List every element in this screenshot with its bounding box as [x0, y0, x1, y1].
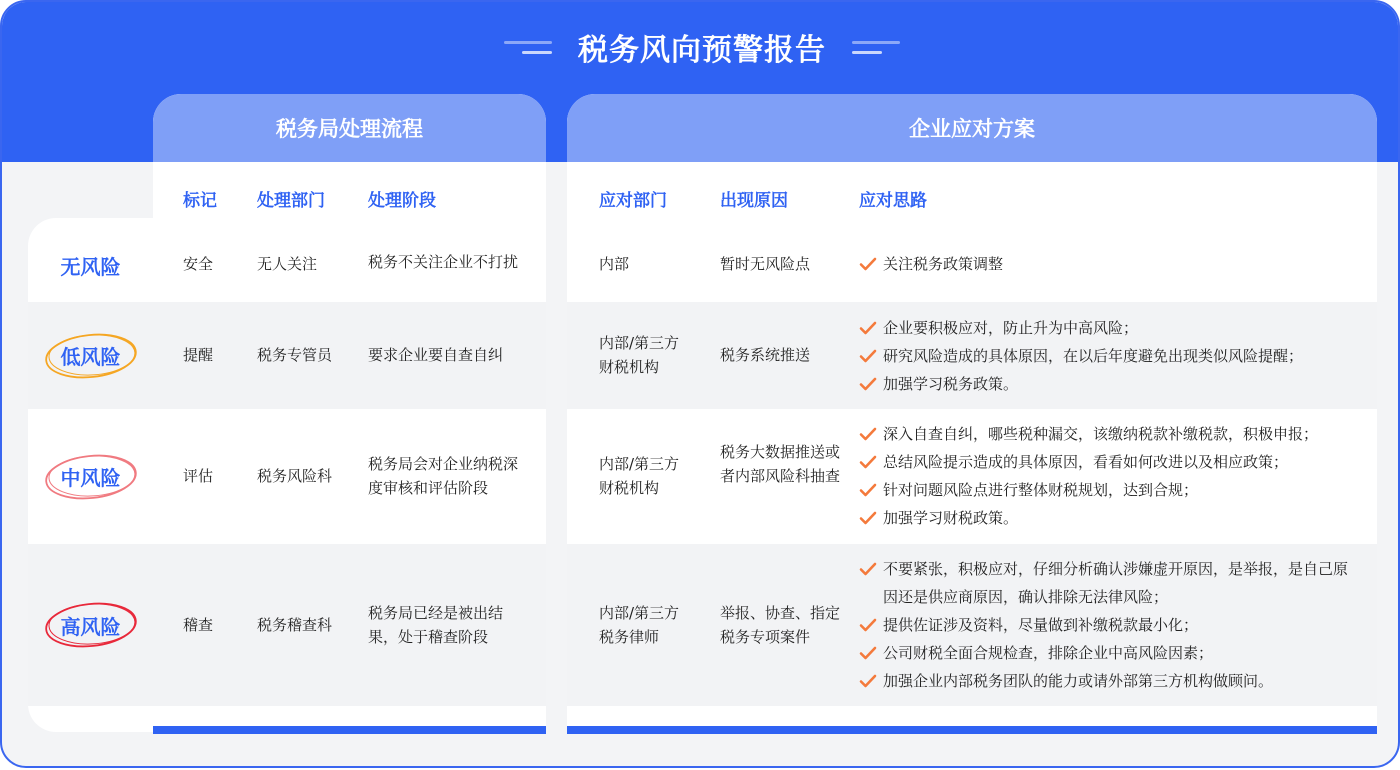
- checkmark-icon: [859, 555, 883, 583]
- cell-mark: 安全: [183, 255, 214, 273]
- checkmark-icon: [859, 448, 883, 476]
- report-header: [2, 24, 1400, 70]
- risk-label-mid: [28, 409, 153, 544]
- risk-label-low: [28, 302, 153, 409]
- table-row: [153, 302, 546, 409]
- col-header-mark: 标记: [183, 191, 217, 211]
- cell-stage: 税务局会对企业纳税深度审核和评估阶段: [368, 455, 519, 497]
- checkmark-icon: [859, 420, 883, 448]
- cell-dept: 税务风险科: [257, 467, 333, 485]
- plan-item-text: 不要紧张，积极应对，仔细分析确认涉嫌虚开原因，是举报，是自己原因还是供应商原因，确认排除无法律风险；: [883, 560, 1349, 606]
- risk-badge-low: [43, 328, 139, 384]
- plan-item: [859, 448, 1359, 476]
- cell-stage: 税务局已经是被出结果，处于稽查阶段: [368, 604, 504, 646]
- title-decoration-left: [504, 41, 552, 54]
- col-header-dept: 处理部门: [257, 191, 325, 211]
- cell-stage: 税务不关注企业不打扰: [368, 253, 519, 271]
- table-row: [153, 409, 546, 544]
- cell-mark: 评估: [183, 467, 214, 485]
- tax-process-title: 税务局处理流程: [153, 94, 546, 162]
- checkmark-icon: [859, 250, 883, 278]
- plan-item-text: 加强学习财税政策。: [883, 509, 1019, 527]
- table-row: [567, 409, 1377, 544]
- tax-process-panel: [153, 94, 546, 734]
- cell-resp-dept: 内部: [599, 255, 630, 273]
- plan-item-text: 总结风险提示造成的具体原因，看看如何改进以及相应政策；: [883, 453, 1289, 471]
- cell-reason: 税务系统推送: [720, 346, 811, 364]
- col-header-reason: 出现原因: [720, 191, 788, 211]
- plan-item-text: 深入自查自纠，哪些税种漏交，该缴纳税款补缴税款，积极申报；: [883, 425, 1319, 443]
- cell-resp-dept: 内部/第三方财税机构: [599, 455, 680, 497]
- risk-label-text: 低风险: [60, 345, 121, 369]
- risk-badge-mid: [43, 449, 139, 505]
- checkmark-icon: [859, 667, 883, 695]
- plan-list: [859, 314, 1359, 398]
- plan-item: [859, 555, 1359, 611]
- risk-label-text: 高风险: [60, 614, 121, 639]
- checkmark-icon: [859, 611, 883, 639]
- plan-item-text: 关注税务政策调整: [883, 255, 1004, 273]
- response-plan-panel: [567, 94, 1377, 734]
- plan-item-text: 公司财税全面合规检查，排除企业中高风险因素；: [883, 644, 1214, 662]
- plan-item-text: 提供佐证涉及资料，尽量做到补缴税款最小化；: [883, 616, 1199, 634]
- plan-item-text: 研究风险造成的具体原因，在以后年度避免出现类似风险提醒；: [883, 347, 1304, 365]
- plan-item: [859, 639, 1359, 667]
- table-row: [153, 544, 546, 706]
- risk-label-text: 无风险: [60, 254, 121, 279]
- plan-item: [859, 420, 1359, 448]
- col-header-resp-dept: 应对部门: [599, 191, 667, 211]
- plan-item: [859, 611, 1359, 639]
- plan-list: [859, 420, 1359, 532]
- cell-stage: 要求企业要自查自纠: [368, 346, 504, 364]
- risk-label-high: [28, 544, 153, 706]
- table-row: [567, 228, 1377, 302]
- risk-label-none: [28, 228, 153, 302]
- cell-resp-dept: 内部/第三方税务律师: [599, 604, 680, 646]
- plan-item-text: 企业要积极应对，防止升为中高风险；: [883, 319, 1139, 337]
- cell-reason: 暂时无风险点: [720, 255, 811, 273]
- checkmark-icon: [859, 342, 883, 370]
- plan-item-text: 针对问题风险点进行整体财税规划，达到合规；: [883, 481, 1199, 499]
- plan-item: [859, 314, 1359, 342]
- col-header-plan: 应对思路: [859, 191, 927, 211]
- col-header-stage: 处理阶段: [368, 191, 436, 211]
- cell-mark: 提醒: [183, 346, 214, 364]
- cell-mark: 稽查: [183, 616, 214, 634]
- plan-item: [859, 476, 1359, 504]
- plan-item: [859, 504, 1359, 532]
- response-plan-title: 企业应对方案: [567, 94, 1377, 162]
- cell-reason: 税务大数据推送或者内部风险科抽查: [720, 443, 841, 485]
- cell-dept: 税务专管员: [257, 346, 333, 364]
- table-row: [567, 302, 1377, 409]
- checkmark-icon: [859, 476, 883, 504]
- report-title: 税务风向预警报告: [578, 33, 826, 68]
- plan-item: [859, 250, 1359, 278]
- checkmark-icon: [859, 314, 883, 342]
- plan-item: [859, 370, 1359, 398]
- panel-bottom-bar: [567, 726, 1377, 734]
- risk-badge-high: [43, 597, 139, 653]
- table-row: [153, 228, 546, 302]
- cell-dept: 无人关注: [257, 255, 318, 273]
- cell-reason: 举报、协查、指定税务专项案件: [720, 604, 841, 646]
- checkmark-icon: [859, 370, 883, 398]
- plan-item: [859, 667, 1359, 695]
- checkmark-icon: [859, 504, 883, 532]
- risk-label-text: 中风险: [60, 466, 121, 490]
- plan-item-text: 加强企业内部税务团队的能力或请外部第三方机构做顾问。: [883, 672, 1274, 690]
- cell-resp-dept: 内部/第三方财税机构: [599, 334, 680, 376]
- checkmark-icon: [859, 639, 883, 667]
- plan-item-text: 加强学习税务政策。: [883, 375, 1019, 393]
- plan-list: [859, 555, 1359, 695]
- table-row: [567, 544, 1377, 706]
- plan-item: [859, 342, 1359, 370]
- cell-dept: 税务稽查科: [257, 616, 333, 634]
- plan-list: [859, 250, 1359, 278]
- panel-bottom-bar: [153, 726, 546, 734]
- title-decoration-right: [852, 41, 900, 54]
